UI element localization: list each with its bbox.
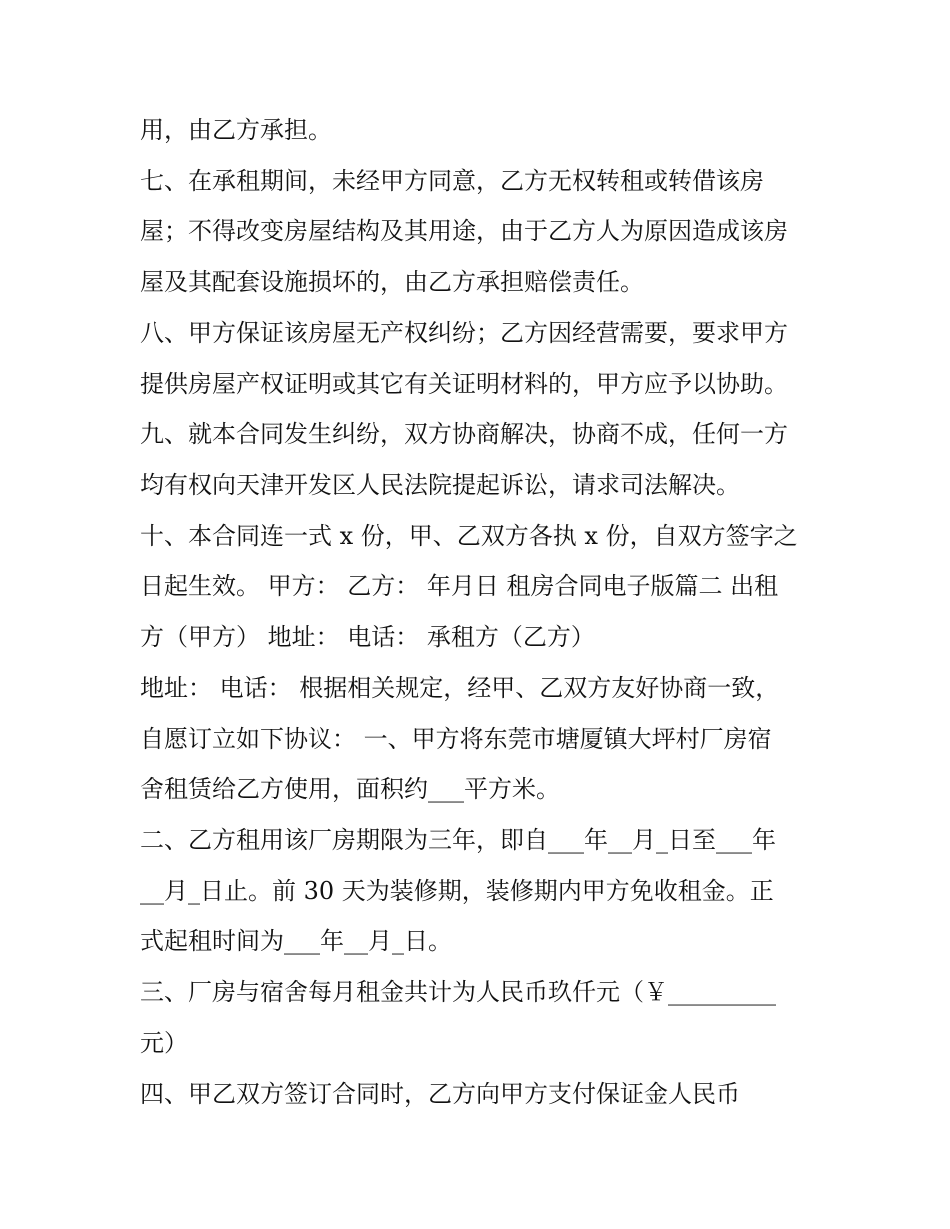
text-line: 元） <box>140 1029 188 1057</box>
text-line: 均有权向天津开发区人民法院提起诉讼，请求司法解决。 <box>140 471 740 499</box>
text-line: 日起生效。 甲方： 乙方： 年月日 租房合同电子版篇二 出租 <box>140 572 779 600</box>
text-line: 提供房屋产权证明或其它有关证明材料的，甲方应予以协助。 <box>140 370 788 398</box>
text-line: 式起租时间为___年__月_日。 <box>140 927 452 955</box>
text-line: __月_日止。前 30 天为装修期，装修期内甲方免收租金。正 <box>140 877 774 905</box>
text-line: 舍租赁给乙方使用，面积约___平方米。 <box>140 775 560 803</box>
text-line: 九、就本合同发生纠纷，双方协商解决，协商不成，任何一方 <box>140 420 788 448</box>
text-line: 屋及其配套设施损坏的，由乙方承担赔偿责任。 <box>140 268 644 296</box>
text-line: 用，由乙方承担。 <box>140 116 332 144</box>
text-line: 方（甲方） 地址： 电话： 承租方（乙方） <box>140 623 595 651</box>
text-line: 屋；不得改变房屋结构及其用途，由于乙方人为原因造成该房 <box>140 217 788 245</box>
text-line: 地址： 电话： 根据相关规定，经甲、乙双方友好协商一致， <box>140 674 780 702</box>
text-line: 四、甲乙双方签订合同时，乙方向甲方支付保证金人民币 <box>140 1080 740 1108</box>
text-line: 十、本合同连一式 x 份，甲、乙双方各执 x 份，自双方签字之 <box>140 522 798 550</box>
text-line: 二、乙方租用该厂房期限为三年，即自___年__月_日至___年 <box>140 826 776 854</box>
text-line: 三、厂房与宿舍每月租金共计为人民币玖仟元（￥_________ <box>140 978 776 1006</box>
text-line: 七、在承租期间，未经甲方同意，乙方无权转租或转借该房 <box>140 167 764 195</box>
text-line: 八、甲方保证该房屋无产权纠纷；乙方因经营需要，要求甲方 <box>140 319 788 347</box>
text-line: 自愿订立如下协议： 一、甲方将东莞市塘厦镇大坪村厂房宿 <box>140 725 772 753</box>
